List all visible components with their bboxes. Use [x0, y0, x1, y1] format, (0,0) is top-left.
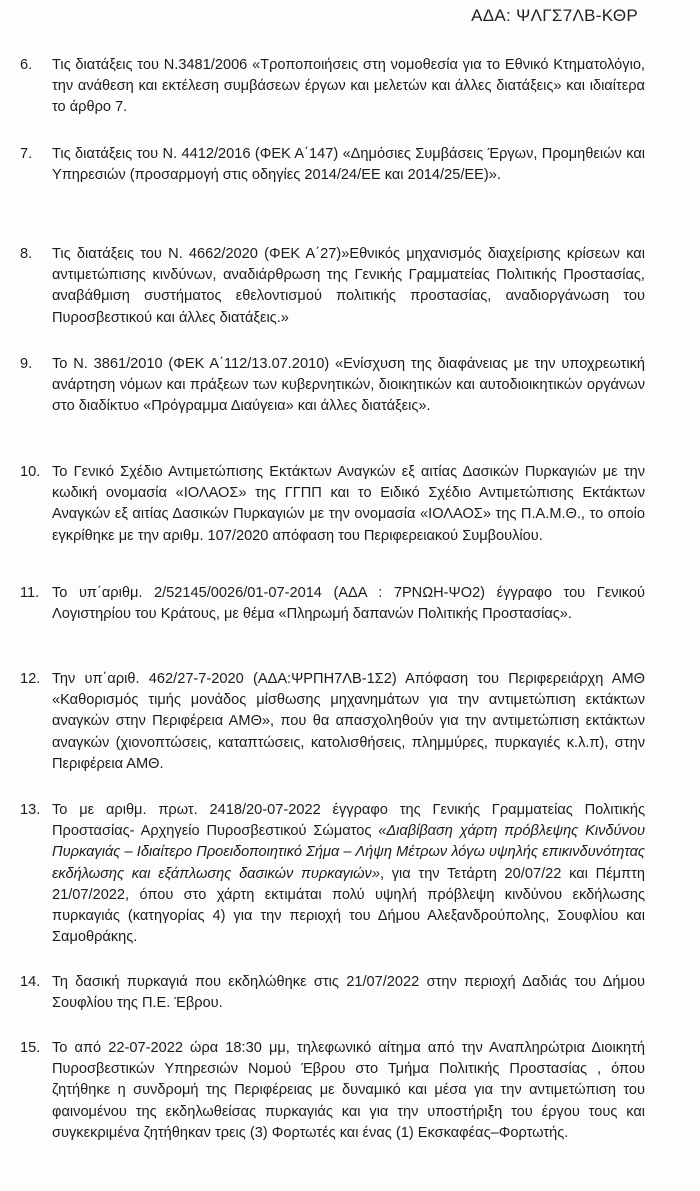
- item-text: [52, 800, 645, 948]
- list-item: [20, 244, 645, 329]
- list-item: [20, 972, 645, 1014]
- list-item: [20, 800, 645, 948]
- list-item: [20, 583, 645, 625]
- item-number: 7.: [20, 146, 33, 162]
- item-text: Το υπ΄αριθμ. 2/52145/0026/01-07-2014 (ΑΔΑ : 7ΡΝΩΗ-ΨΟ2) έγγραφο του Γενικού Λογιστηρίου του Κράτους, με θέμα «Πληρωμή δαπανών Πολιτικής Προστασίας».: [52, 585, 645, 623]
- item-text: Το Γενικό Σχέδιο Αντιμετώπισης Εκτάκτων Αναγκών εξ αιτίας Δασικών Πυρκαγιών με την κωδική ονομασία «ΙΟΛΑΟΣ» της ΓΓΠΠ και το Ειδικό Σχέδιο Αντιμετώπισης Εκτάκτων Αναγκών εξ αιτίας Δασικών Πυρκαγιών με την ονομασία «ΙΟΛΑΟΣ» της Π.Α.Μ.Θ., το οποίο εγκρίθηκε με την αριθμ. 107/2020 απόφαση του Περιφερειακού Συμβουλίου.: [52, 464, 645, 544]
- ada-code: ΑΔΑ: ΨΛΓΣ7ΛΒ-ΚΘΡ: [471, 6, 638, 25]
- item-text: Το από 22-07-2022 ώρα 18:30 μμ, τηλεφωνικό αίτημα από την Αναπληρώτρια Διοικητή Πυροσβεστικών Υπηρεσιών Νομού Έβρου στο Τμήμα Πολιτικής Προστασίας , όπου ζητήθηκε η συνδρομή της Περιφέρειας με δυναμικό και μέσα για την αντιμετώπιση του φαινομένου της εκδηλωθείσας πυρκαγιάς και για την υποστήριξη του έργου τους και συγκεκριμένα ζητήθηκαν τρεις (3) Φορτωτές και ένας (1) Εκσκαφέας–Φορτωτής.: [52, 1040, 645, 1141]
- list-item: [20, 669, 645, 775]
- list-item: [20, 462, 645, 547]
- item-text-italic: «Διαβίβαση χάρτη πρόβλεψης Κινδύνου Πυρκαγιάς – Ιδιαίτερο Προειδοποιητικό Σήμα – Λήψη Μέτρων λόγω υψηλής επικινδυνότητας εκδήλωσης και εξάπλωσης δασικών πυρκαγιών»: [52, 823, 645, 882]
- list-item: [20, 55, 645, 119]
- item-number: 6.: [20, 57, 33, 73]
- item-text: Τις διατάξεις του Ν. 4662/2020 (ΦΕΚ Α΄27)»Εθνικός μηχανισμός διαχείρισης κρίσεων και αντιμετώπισης κινδύνων, αναδιάρθρωση της Γενικής Γραμματείας Πολιτικής Προστασίας, αναβάθμιση συστήματος εθελοντισμού πολιτικής προστασίας, αναδιοργάνωση του Πυροσβεστικού και άλλες διατάξεις.»: [52, 246, 645, 326]
- item-number: 10.: [20, 464, 41, 480]
- list-item: [20, 144, 645, 186]
- item-text: Τη δασική πυρκαγιά που εκδηλώθηκε στις 21/07/2022 στην περιοχή Δαδιάς του Δήμου Σουφλίου της Π.Ε. Έβρου.: [52, 974, 645, 1012]
- item-text: Τις διατάξεις του Ν.3481/2006 «Τροποποιήσεις στη νομοθεσία για το Εθνικό Κτηματολόγιο, την ανάθεση και εκτέλεση συμβάσεων έργων και μελετών και άλλες διατάξεις» και ιδιαίτερα το άρθρο 7.: [52, 57, 645, 116]
- list-item: [20, 354, 645, 418]
- item-text-before: Το με αριθμ. πρωτ. 2418/20-07-2022 έγγραφο της Γενικής Γραμματείας Πολιτικής Προστασίας- Αρχηγείο Πυροσβεστικού Σώματος: [52, 802, 645, 840]
- item-text-after: , για την Τετάρτη 20/07/22 και Πέμπτη 21/07/2022, όπου στο χάρτη εκτιμάται πολύ υψηλή πρόβλεψη κινδύνου εκδήλωσης πυρκαγιάς (κατηγορίας 4) για την περιοχή του Δήμου Αλεξανδρούπολης, Σουφλίου και Σαμοθράκης.: [52, 865, 645, 946]
- item-number: 8.: [20, 246, 33, 262]
- item-number: 12.: [20, 671, 41, 687]
- item-text: Τις διατάξεις του Ν. 4412/2016 (ΦΕΚ Α΄147) «Δημόσιες Συμβάσεις Έργων, Προμηθειών και Υπηρεσιών (προσαρμογή στις οδηγίες 2014/24/ΕΕ και 2014/25/ΕΕ)».: [52, 146, 645, 184]
- list-item: [20, 1038, 645, 1144]
- item-text: Την υπ΄αριθ. 462/27-7-2020 (ΑΔΑ:ΨΡΠΗ7ΛΒ-1Σ2) Απόφαση του Περιφερειάρχη ΑΜΘ «Καθορισμός τιμής μονάδος μίσθωσης μηχανημάτων για την αντιμετώπιση εκτάκτων αναγκών στην Περιφέρεια ΑΜΘ», που θα απασχοληθούν για την αντιμετώπιση εκτάκτων αναγκών (χιονοπτώσεις, καταπτώσεις, κατολισθήσεις, πλημμύρες, πυρκαγιές κ.λ.π), στην Περιφέρεια ΑΜΘ.: [52, 671, 645, 772]
- item-number: 14.: [20, 974, 41, 990]
- item-number: 9.: [20, 356, 33, 372]
- item-number: 11.: [20, 585, 40, 601]
- item-number: 15.: [20, 1040, 41, 1056]
- item-number: 13.: [20, 802, 41, 818]
- item-text: Το Ν. 3861/2010 (ΦΕΚ Α΄112/13.07.2010) «Ενίσχυση της διαφάνειας με την υποχρεωτική ανάρτηση νόμων και πράξεων των κυβερνητικών, διοικητικών και αυτοδιοικητικών οργάνων στο διαδίκτυο «Πρόγραμμα Διαύγεια» και άλλες διατάξεις».: [52, 356, 645, 415]
